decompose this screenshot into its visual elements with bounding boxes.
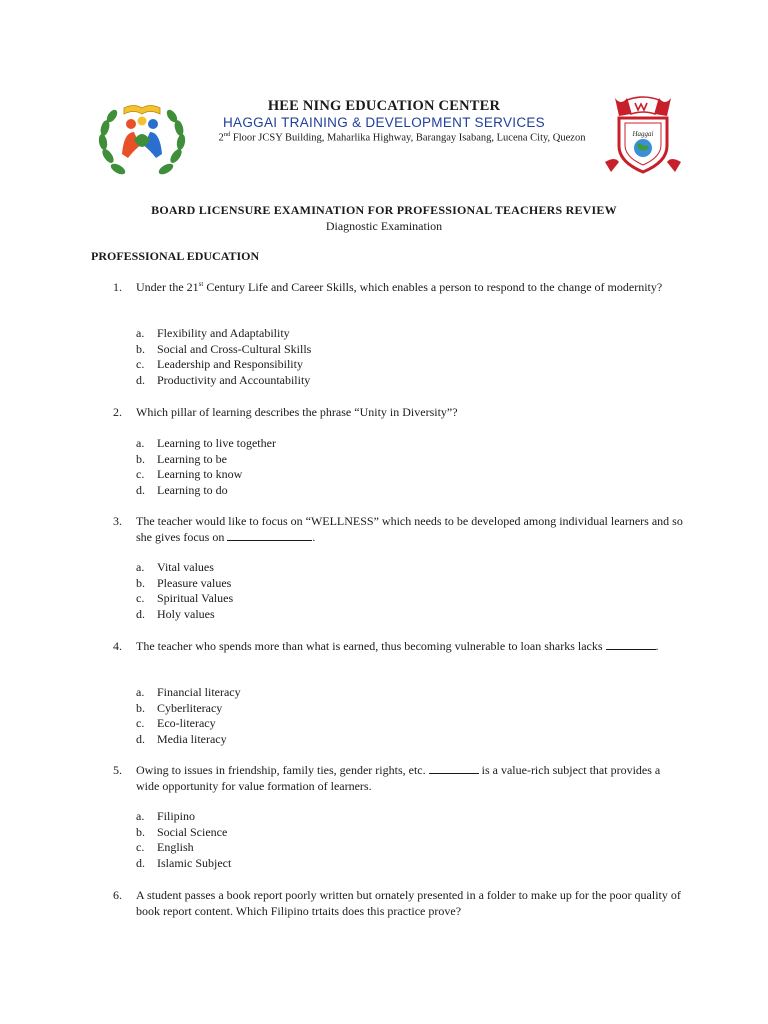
- question-text: The teacher would like to focus on “WELLNESS” which needs to be developed among individual learners and so she gives focus on .: [136, 514, 683, 544]
- answer-blank: [429, 763, 479, 774]
- question-text: Under the 21st Century Life and Career Skills, which enables a person to respond to the change of modernity?: [136, 280, 663, 294]
- answer-blank: [606, 639, 656, 650]
- question-number: 2.: [113, 405, 122, 419]
- question-number: 4.: [113, 639, 122, 653]
- exam-subtitle: Diagnostic Examination: [325, 219, 443, 233]
- question-text: Owing to issues in friendship, family ties, gender rights, etc. is a value-rich subject that provides a wide opportunity for value formation of learners.: [136, 763, 661, 793]
- address: 2nd Floor JCSY Building, Maharlika Highway, Barangay Isabang, Lucena City, Quezon: [218, 131, 586, 144]
- document-page: Haggai HEE NING EDUCATION CENTER HAGGAI TRAINING & DEVELOPMENT SERVICES 2nd Floor JCSY Building, Maharlika Highway, Barangay Isabang, Lucena City, Quezon BOARD LICENSURE EXAMINATION FOR PROFESSIONAL TEACHERS REVIEW Diagnostic Examination PROFESSIONAL EDUCATION 1. Under the 21st Century Life and Career Skills, which enables a person to respond to the change of modernity? a. Flexibility and Adaptability b. Social and Cross-Cultural Skills c. Leadership and Responsibility d. Productivity and Accountability 2. Which pillar of learning describes the phrase “Unity in Diversity”? a. Learning to live together b. Learning to be c. Learning to know d. Learning to do 3. The teacher would like to focus on “WELLNESS” which needs to be developed among individual learners and so she gives focus on . a. Vital values b. Pleasure values c. Spiritual Values d. Holy values 4. The teacher who spends more than what is earned, thus becoming vulnerable to loan sharks lacks . a. Financial literacy b. Cyberliteracy c. Eco-literacy d. Media literacy 5. Owing to issues in friendship, family ties, gender rights, etc. is a value-rich subject that provides a wide opportunity for value formation of learners. a. Filipino b. Social Science c. English d. Islamic Subject 6. A student passes a book report poorly written but ornately presented in a folder to make up for the poor quality of book report content. Which Filipino trtaits does this practice prove?: [0, 0, 768, 1024]
- question-text: A student passes a book report poorly written but ornately presented in a folder to make up for the poor quality of book report content. Which Filipino trtaits does this practice prove?: [136, 888, 681, 918]
- training-services-name: HAGGAI TRAINING & DEVELOPMENT SERVICES: [223, 115, 545, 130]
- question-number: 3.: [113, 514, 122, 528]
- crest-text: Haggai: [632, 130, 654, 138]
- question-text: The teacher who spends more than what is earned, thus becoming vulnerable to loan sharks lacks .: [136, 639, 659, 653]
- question-text: Which pillar of learning describes the phrase “Unity in Diversity”?: [136, 405, 458, 419]
- question-number: 5.: [113, 763, 122, 777]
- answer-blank: [227, 530, 312, 541]
- center-name: HEE NING EDUCATION CENTER: [267, 98, 501, 114]
- exam-title: BOARD LICENSURE EXAMINATION FOR PROFESSIONAL TEACHERS REVIEW: [151, 203, 617, 217]
- question-number: 6.: [113, 888, 122, 902]
- question-number: 1.: [113, 280, 122, 294]
- section-heading: PROFESSIONAL EDUCATION: [91, 249, 260, 263]
